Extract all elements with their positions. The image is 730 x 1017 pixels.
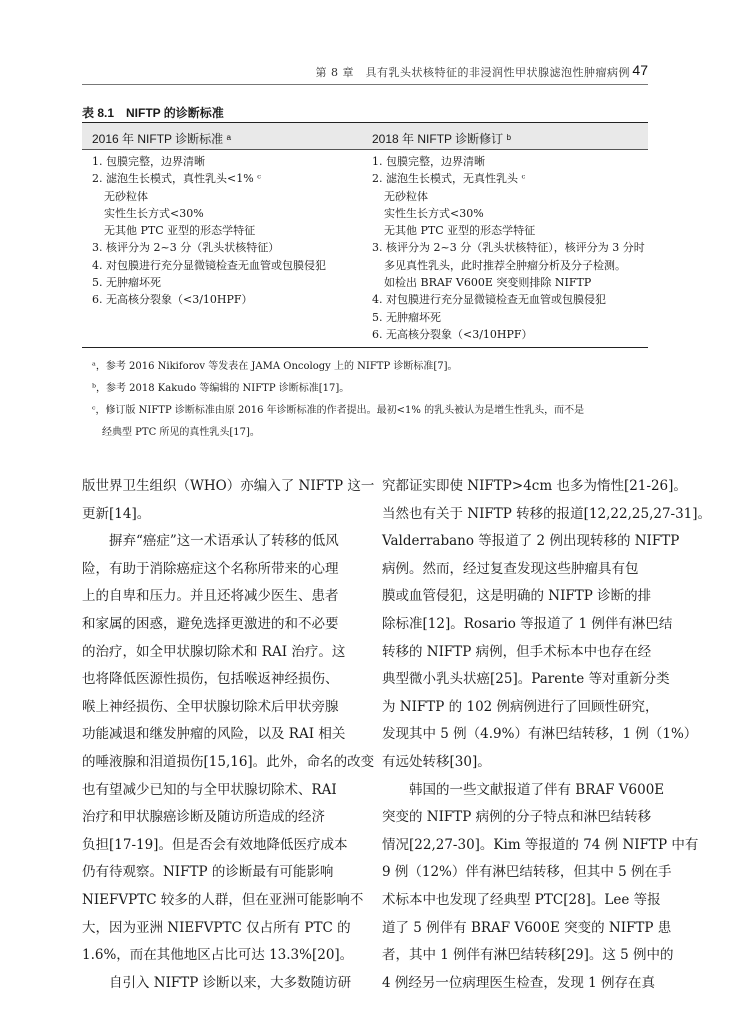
body-text-line: 4 例经另一位病理医生检查，发现 1 例存在真: [382, 974, 656, 991]
table-cell-line: 4. 对包膜进行充分显微镜检查无血管或包膜侵犯: [92, 258, 326, 272]
table-cell-line: 6. 无高核分裂象（<3/10HPF）: [92, 293, 253, 307]
table-cell-line: 4. 对包膜进行充分显微镜检查无血管或包膜侵犯: [372, 293, 606, 307]
body-text-line: 1.6%，而在其他地区占比可达 13.3%[20]。: [82, 947, 354, 964]
body-text-line: 道了 5 例伴有 BRAF V600E 突变的 NIFTP 患: [382, 919, 672, 936]
body-text-line: 为 NIFTP 的 102 例病例进行了回顾性研究，: [382, 698, 659, 715]
body-text-line: 者，其中 1 例伴有淋巴结转移[29]。这 5 例中的: [382, 947, 674, 964]
table-cell-line: 无其他 PTC 亚型的形态学特征: [104, 224, 256, 238]
body-text-line: 和家属的困惑，避免选择更激进的和不必要: [82, 615, 339, 632]
table-note: 经典型 PTC 所见的真性乳头[17]。: [102, 427, 260, 438]
header-rule: [82, 84, 648, 85]
page-number: 47: [632, 62, 648, 78]
table-cell-line: 2. 滤泡生长模式，真性乳头<1% ᶜ: [92, 172, 261, 186]
body-text-line: 有远处转移[30]。: [382, 753, 491, 770]
table-note: ᵃ，参考 2016 Nikiforov 等发表在 JAMA Oncology 上的 NIFTP 诊断标准[7]。: [92, 361, 458, 372]
table-cell-line: 3. 核评分为 2~3 分（乳头状核特征）: [92, 241, 280, 255]
table-cell-line: 多见真性乳头，此时推荐全肿瘤分析及分子检测。: [384, 258, 626, 272]
body-text-line: 术标本中也发现了经典型 PTC[28]。Lee 等报: [382, 891, 661, 908]
running-header: [0, 62, 730, 84]
table-cell-line: 实性生长方式<30%: [384, 206, 484, 220]
body-text-line: 仍有待观察。NIFTP 的诊断最有可能影响: [82, 864, 334, 881]
body-text-line: 也有望减少已知的与全甲状腺切除术、RAI: [82, 781, 337, 798]
table-cell-line: 6. 无高核分裂象（<3/10HPF）: [372, 327, 533, 341]
body-text-line: 版世界卫生组织（WHO）亦编入了 NIFTP 这一: [82, 478, 375, 494]
body-text-line: 除标准[12]。Rosario 等报道了 1 例伴有淋巴结: [382, 615, 673, 632]
body-text-line: 究都证实即使 NIFTP>4cm 也多为惰性[21-26]。: [382, 478, 687, 494]
chapter-title: 第 8 章 具有乳头状核特征的非浸润性甲状腺滤泡性肿瘤病例: [315, 66, 630, 79]
body-text-line: 负担[17-19]。但是否会有效地降低医疗成本: [82, 836, 348, 853]
body-text-line: 喉上神经损伤、全甲状腺切除术后甲状旁腺: [82, 698, 339, 715]
body-text-line: 膜或血管侵犯，这是明确的 NIFTP 诊断的排: [382, 588, 652, 605]
table-cell-line: 无砂粒体: [384, 189, 428, 203]
body-text-line: 功能减退和继发肿瘤的风险，以及 RAI 相关: [82, 726, 346, 743]
table-cell-line: 3. 核评分为 2~3 分（乳头状核特征），核评分为 3 分时: [372, 241, 645, 255]
table-cell-line: 实性生长方式<30%: [104, 206, 204, 220]
body-text-line: 的唾液腺和泪道损伤[15,16]。此外，命名的改变: [82, 753, 375, 770]
body-text-line: 病例。然而，经过复查发现这些肿瘤具有包: [382, 560, 639, 577]
table-cell-line: 2. 滤泡生长模式，无真性乳头 ᶜ: [372, 172, 526, 186]
body-text-line: 自引入 NIFTP 诊断以来，大多数随访研: [109, 974, 352, 991]
body-text-line: 情况[22,27-30]。Kim 等报道的 74 例 NIFTP 中有: [382, 836, 699, 853]
body-text-line: 上的自卑和压力。并且还将减少医生、患者: [82, 588, 339, 605]
table-col2-header: 2018 年 NIFTP 诊断修订 ᵇ: [372, 132, 512, 146]
body-text-line: 治疗和甲状腺癌诊断及随访所造成的经济: [82, 809, 325, 826]
body-text-line: 9 例（12%）伴有淋巴结转移，但其中 5 例在手: [382, 864, 672, 881]
body-text-line: 转移的 NIFTP 病例，但手术标本中也存在经: [382, 643, 652, 660]
table-cell-line: 5. 无肿瘤坏死: [92, 276, 161, 290]
table-note: ᶜ，修订版 NIFTP 诊断标准由原 2016 年诊断标准的作者提出。最初<1% 的乳头被认为是增生性乳头，而不是: [92, 405, 585, 416]
table-cell-line: 1. 包膜完整，边界清晰: [372, 155, 485, 168]
body-text-line: Valderrabano 等报道了 2 例出现转移的 NIFTP: [382, 533, 680, 550]
table-col2: [372, 153, 645, 343]
table-cell-line: 无其他 PTC 亚型的形态学特征: [384, 224, 536, 238]
body-left-column: [82, 473, 374, 997]
table-cell-line: 1. 包膜完整，边界清晰: [92, 155, 205, 168]
table-col1: [92, 153, 326, 309]
body-text-line: 的治疗，如全甲状腺切除术和 RAI 治疗。这: [82, 643, 346, 660]
table-title: 表 8.1 NIFTP 的诊断标准: [82, 106, 224, 120]
body-text-line: 典型微小乳头状癌[25]。Parente 等对重新分类: [382, 671, 670, 688]
table-cell-line: 5. 无肿瘤坏死: [372, 310, 441, 324]
body-text-line: 发现其中 5 例（4.9%）有淋巴结转移，1 例（1%）: [382, 726, 698, 743]
table-note: ᵇ，参考 2018 Kakudo 等编辑的 NIFTP 诊断标准[17]。: [92, 383, 350, 394]
body-text-line: 险，有助于消除癌症这个名称所带来的心理: [82, 560, 339, 577]
body-text-line: 更新[14]。: [82, 505, 151, 522]
body-text-line: 韩国的一些文献报道了伴有 BRAF V600E: [409, 781, 665, 798]
table-header-rule: [82, 149, 648, 150]
table-col1-header: 2016 年 NIFTP 诊断标准 ᵃ: [92, 132, 231, 146]
body-text-line: 突变的 NIFTP 病例的分子特点和淋巴结转移: [382, 809, 652, 826]
table-cell-line: 无砂粒体: [104, 189, 148, 203]
table-bottom-rule: [82, 347, 648, 348]
body-right-column: [382, 473, 711, 997]
table-cell-line: 如检出 BRAF V600E 突变则排除 NIFTP: [384, 276, 592, 290]
body-text-line: 大，因为亚洲 NIEFVPTC 仅占所有 PTC 的: [82, 919, 351, 936]
body-text-line: 也将降低医源性损伤，包括喉返神经损伤、: [82, 671, 339, 688]
body-text-line: NIEFVPTC 较多的人群，但在亚洲可能影响不: [82, 891, 364, 908]
body-text-line: 摒弃“癌症”这一术语承认了转移的低风: [109, 533, 339, 550]
body-text-line: 当然也有关于 NIFTP 转移的报道[12,22,25,27-31]。: [382, 505, 712, 522]
